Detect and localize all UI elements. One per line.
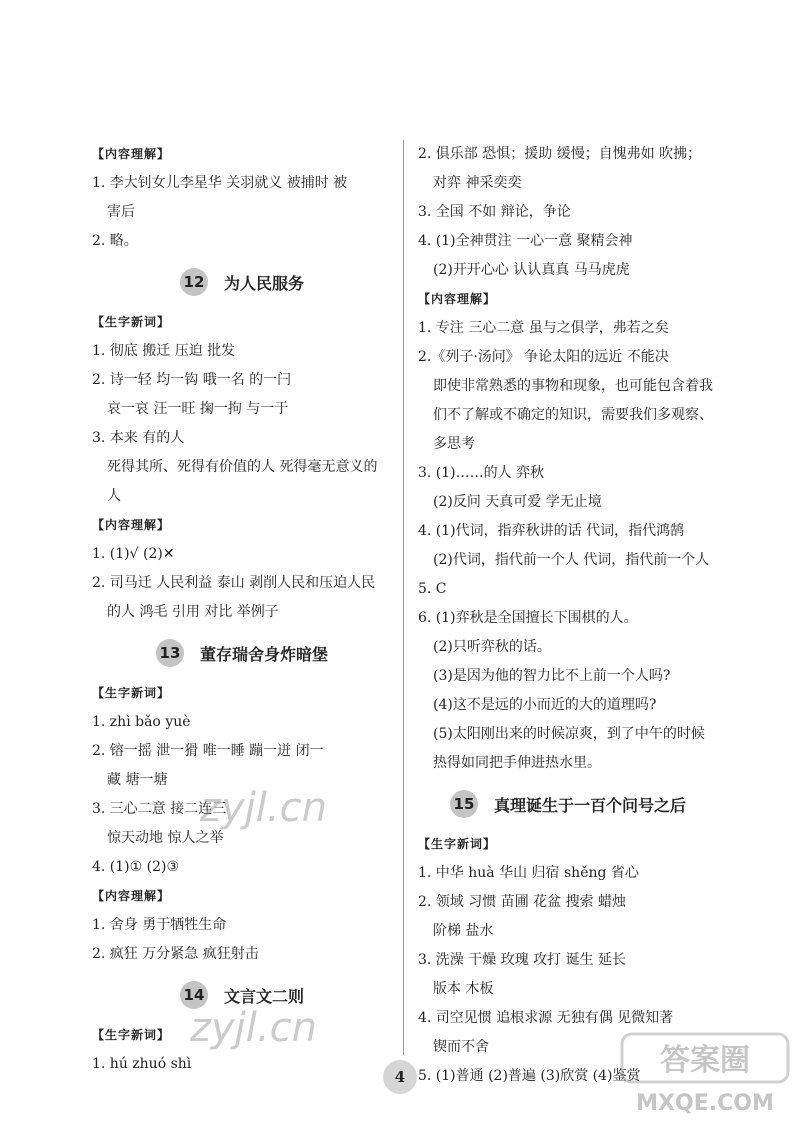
answer-line: 4. (1)代词，指弈秋讲的话 代词，指代鸿鹄 [418,523,685,539]
answer-line: 2. 略。 [92,233,138,249]
lesson-number-badge: 13 [156,639,184,667]
answer-line: (2)只听弈秋的话。 [433,639,551,655]
watermark-text: zyjl.cn [190,1005,317,1051]
lesson-number-badge: 12 [180,268,208,296]
answer-line: 们不了解或不确定的知识，需要我们多观察、 [433,407,713,423]
answer-line: 2. 诗一轻 均一钩 哦一名 的一闩 [92,372,292,388]
left-column [92,140,392,1079]
answer-line: 5. (1)普通 (2)普遍 (3)欣赏 (4)鉴赏 [418,1068,641,1084]
answer-line: (2)代词，指代前一个人 代词，指代前一个人 [433,552,710,568]
answer-line: 哀一哀 汪一旺 掬一拘 与一于 [107,401,289,417]
lesson-heading [418,778,718,830]
answer-line: 4. 司空见惯 追根求源 无独有偶 见微知著 [418,1010,674,1026]
column-divider [403,140,404,1055]
watermark-logo-url: MXQE.COM [636,1091,774,1116]
answer-line: (3)是因为他的智力比不上前一个人吗? [433,668,671,684]
answer-line: 人 [107,488,121,504]
answer-line: 4. (1)① (2)③ [92,859,180,875]
answer-line: 3. 三心二意 接二连三 [92,801,227,817]
answer-line: 5. C [418,581,447,597]
answer-line: 版本 木板 [433,981,494,997]
section-label: 【内容理解】 [418,292,497,306]
answer-line: 2. 疯狂 万分紧急 疯狂射击 [92,946,259,962]
watermark-logo-title: 答案圈 [660,1043,750,1078]
lesson-title: 真理诞生于一百个问号之后 [493,795,686,815]
answer-line: 锲而不舍 [433,1039,489,1055]
lesson-number-badge: 15 [450,790,478,818]
answer-line: 对弈 神采奕奕 [433,175,522,191]
lesson-number-badge: 14 [180,981,208,1009]
answer-line: 热得如同把手伸进热水里。 [433,755,601,771]
watermark-logo [620,1030,790,1118]
answer-line: 2. 领域 习惯 苗圃 花盆 搜索 蜡烛 [418,894,627,910]
answer-line: 1. 李大钊女儿李星华 关羽就义 被捕时 被 [92,175,348,191]
answer-line: 1. (1)√ (2)✕ [92,546,175,562]
answer-line: 1. 专注 三心二意 虽与之俱学，弗若之矣 [418,320,669,336]
answer-line: 惊天动地 惊人之举 [107,830,224,846]
answer-line: 1. zhì bǎo yuè [92,714,191,730]
answer-line: 害后 [107,204,135,220]
section-label: 【生字新词】 [418,837,497,851]
answer-line: 2. 镕一摇 泄一猾 唯一睡 蹦一迸 闭一 [92,743,324,759]
answer-line: 藏 塘一塘 [107,772,168,788]
lesson-title: 董存瑞舍身炸暗堡 [199,644,328,664]
section-label: 【生字新词】 [92,686,171,700]
answer-line: 3. 洗澡 干燥 玫瑰 攻打 诞生 延长 [418,952,627,968]
answer-line: 的人 鸿毛 引用 对比 举例子 [107,604,279,620]
answer-line: (2)开开心心 认认真真 马马虎虎 [433,262,630,278]
answer-line: 1. 彻底 搬迁 压迫 批发 [92,343,236,359]
lesson-title: 文言文二则 [223,986,304,1006]
answer-line: 4. (1)全神贯注 一心一意 聚精会神 [418,233,633,249]
answer-line: 1. 中华 huà 华山 归宿 shěng 省心 [418,865,639,881]
answer-line: (2)反问 天真可爱 学无止境 [433,494,602,510]
answer-line: 即使非常熟悉的事物和现象，也可能包含着我 [433,378,713,394]
answer-line: 6. (1)弈秋是全国擅长下围棋的人。 [418,610,638,626]
answer-line: 2. 俱乐部 恐惧；援助 缓慢；自愧弗如 吹拂； [418,146,702,162]
answer-line: 3. 本来 有的人 [92,430,185,446]
answer-line: 3. (1)……的人 弈秋 [418,465,545,481]
right-column [418,140,718,1091]
answer-line: 3. 全国 不如 辩论，争论 [418,204,571,220]
lesson-heading [92,256,392,308]
section-label: 【内容理解】 [92,518,171,532]
answer-line: 1. 舍身 勇于牺牲生命 [92,917,227,933]
answer-line: 阶梯 盐水 [433,923,494,939]
section-label: 【生字新词】 [92,1028,171,1042]
section-label: 【生字新词】 [92,315,171,329]
section-label: 【内容理解】 [92,147,171,161]
section-label: 【内容理解】 [92,889,171,903]
watermark-text: zyjl.cn [200,785,327,831]
lesson-heading [92,627,392,679]
answer-line: 2.《列子·汤问》 争论太阳的远近 不能决 [418,349,669,365]
page-number: 4 [383,1060,417,1094]
answer-line: (5)太阳刚出来的时候凉爽，到了中午的时候 [433,726,705,742]
answer-line: 多思考 [433,436,475,452]
answer-line: 1. hú zhuó shì [92,1056,192,1072]
lesson-title: 为人民服务 [223,273,304,293]
answer-line: 死得其所、死得有价值的人 死得毫无意义的 [107,459,378,475]
answer-line: 2. 司马迁 人民利益 泰山 剥削人民和压迫人民 [92,575,376,591]
answer-line: (4)这不是远的小而近的大的道理吗? [433,697,657,713]
